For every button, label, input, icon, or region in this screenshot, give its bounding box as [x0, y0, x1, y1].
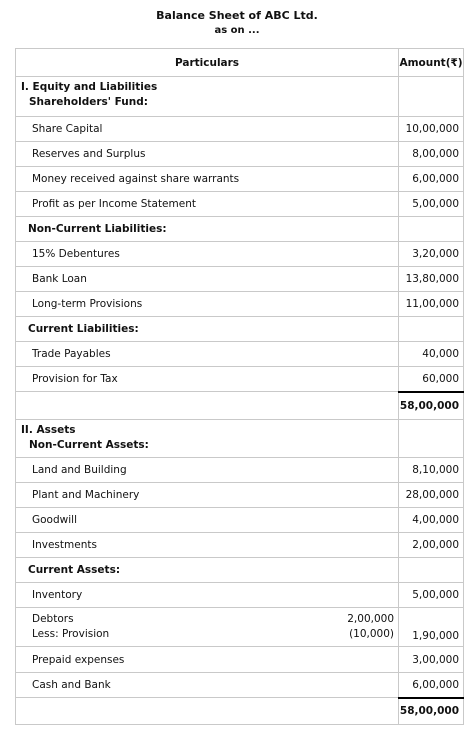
- table-header-row: [16, 49, 464, 77]
- table-row: [16, 583, 464, 608]
- section-heading: I. Equity and Liabilities: [21, 81, 158, 93]
- table-row: [16, 217, 464, 242]
- balance-sheet-table: [15, 48, 464, 725]
- debtors-provision: (10,000): [349, 628, 395, 640]
- row-label: Provision for Tax: [16, 367, 399, 392]
- row-amount: 6,00,000: [399, 673, 464, 698]
- row-amount: 6,00,000: [399, 167, 464, 192]
- row-amount: 8,10,000: [399, 458, 464, 483]
- table-row: [16, 267, 464, 292]
- table-row: [16, 142, 464, 167]
- row-label: Cash and Bank: [16, 673, 399, 698]
- row-label: Reserves and Surplus: [16, 142, 399, 167]
- row-label: Trade Payables: [16, 342, 399, 367]
- table-row: [16, 508, 464, 533]
- row-label: Plant and Machinery: [16, 483, 399, 508]
- row-amount: 13,80,000: [399, 267, 464, 292]
- row-amount: 28,00,000: [399, 483, 464, 508]
- table-row: [16, 192, 464, 217]
- subsection-heading: Current Assets:: [16, 558, 399, 583]
- subsection-heading: Non-Current Assets:: [29, 439, 149, 451]
- balance-sheet-title: Balance Sheet of ABC Ltd.: [156, 9, 318, 22]
- total-row: [16, 698, 464, 725]
- row-amount: 60,000: [399, 367, 464, 392]
- row-label: Inventory: [16, 583, 399, 608]
- row-label: Investments: [16, 533, 399, 558]
- row-label: Money received against share warrants: [16, 167, 399, 192]
- table-row: [16, 167, 464, 192]
- table-row: [16, 317, 464, 342]
- table-row: [16, 647, 464, 673]
- row-label: Debtors: [32, 613, 74, 625]
- row-amount: 3,20,000: [399, 242, 464, 267]
- table-row: [16, 458, 464, 483]
- table-row: [16, 483, 464, 508]
- row-amount: 40,000: [399, 342, 464, 367]
- subsection-heading: Current Liabilities:: [16, 317, 399, 342]
- row-amount: 5,00,000: [399, 192, 464, 217]
- row-amount: 11,00,000: [399, 292, 464, 317]
- row-label: Land and Building: [16, 458, 399, 483]
- subsection-heading: Shareholders' Fund:: [29, 96, 148, 108]
- row-label-less: Less: Provision: [32, 628, 110, 640]
- row-label: Goodwill: [16, 508, 399, 533]
- row-amount: 10,00,000: [399, 117, 464, 142]
- section-row: [16, 77, 464, 117]
- table-row: [16, 673, 464, 698]
- row-amount: 3,00,000: [399, 647, 464, 673]
- row-label: Share Capital: [16, 117, 399, 142]
- liabilities-total: 58,00,000: [399, 392, 464, 420]
- row-amount: 1,90,000: [399, 608, 464, 647]
- section-row: [16, 420, 464, 458]
- balance-sheet-date: as on ...: [214, 25, 260, 36]
- row-label: Prepaid expenses: [16, 647, 399, 673]
- table-row: [16, 117, 464, 142]
- table-row: [16, 367, 464, 392]
- table-row: [16, 558, 464, 583]
- row-amount: 5,00,000: [399, 583, 464, 608]
- table-row: [16, 292, 464, 317]
- debtors-gross: 2,00,000: [347, 613, 395, 625]
- table-row: [16, 242, 464, 267]
- section-heading: II. Assets: [21, 424, 76, 436]
- amount-header: Amount(₹): [399, 49, 464, 77]
- row-label: Bank Loan: [16, 267, 399, 292]
- row-label: Long-term Provisions: [16, 292, 399, 317]
- row-amount: 8,00,000: [399, 142, 464, 167]
- table-row: [16, 533, 464, 558]
- total-row: [16, 392, 464, 420]
- particulars-header: Particulars: [16, 49, 399, 77]
- table-row: [16, 342, 464, 367]
- table-row-debtors: [16, 608, 464, 647]
- row-label: Profit as per Income Statement: [16, 192, 399, 217]
- subsection-heading: Non-Current Liabilities:: [16, 217, 399, 242]
- row-amount: 2,00,000: [399, 533, 464, 558]
- row-amount: 4,00,000: [399, 508, 464, 533]
- assets-total: 58,00,000: [399, 698, 464, 725]
- row-label: 15% Debentures: [16, 242, 399, 267]
